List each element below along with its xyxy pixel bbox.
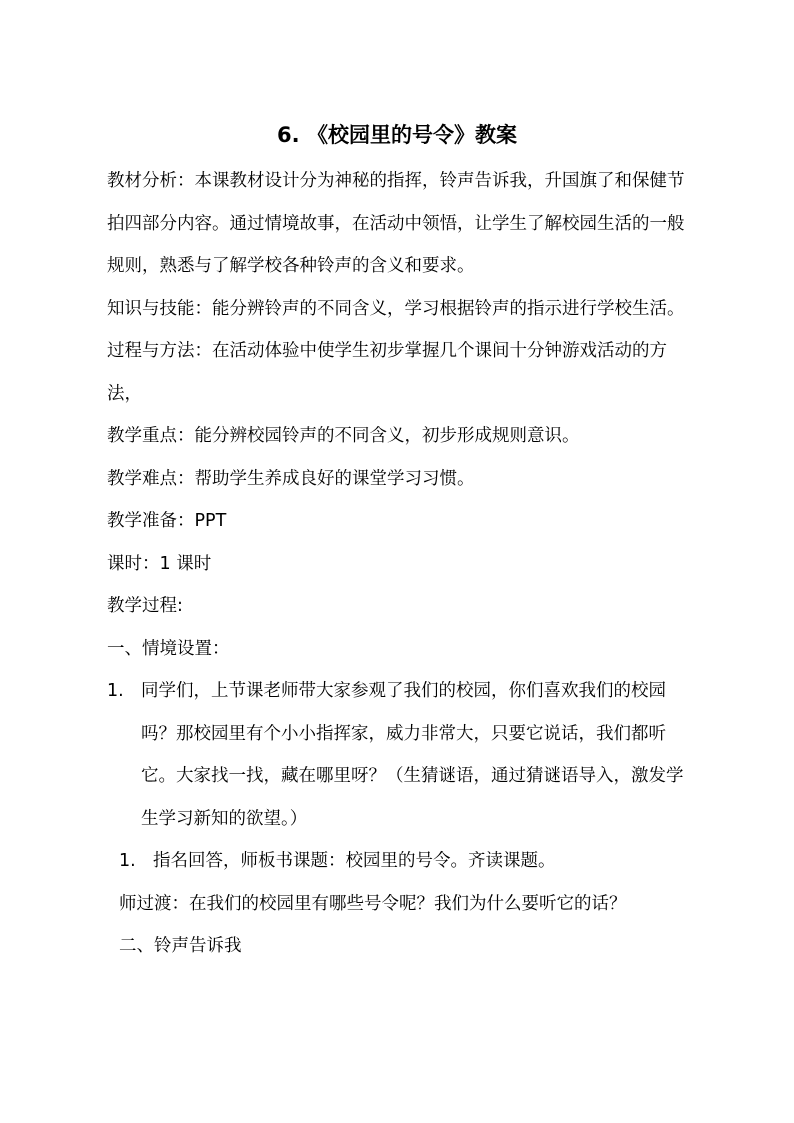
- process-heading: 教学过程:: [107, 596, 183, 616]
- section-one-heading: 一、情境设置：: [107, 638, 230, 659]
- document-body: [107, 160, 689, 968]
- list-item: [107, 670, 689, 840]
- class-hours-paragraph: 课时：1 课时: [107, 553, 212, 574]
- list-item-number: 1.: [107, 681, 124, 701]
- key-point-paragraph: 教学重点：能分辨校园铃声的不同含义，初步形成规则意识。: [107, 426, 580, 446]
- list-item: [107, 840, 689, 883]
- preparation-paragraph: 教学准备：PPT: [107, 511, 227, 531]
- page-title: 6. 《校园里的号令》教案: [277, 123, 517, 147]
- transition-paragraph: 师过渡：在我们的校园里有哪些号令呢？我们为什么要听它的话？: [119, 893, 627, 914]
- list-item-text: 指名回答，师板书课题：校园里的号令。齐读课题。: [153, 851, 556, 871]
- knowledge-skills-paragraph: 知识与技能：能分辨铃声的不同含义，学习根据铃声的指示进行学校生活。: [107, 298, 685, 319]
- list-item-number: 1.: [119, 851, 136, 871]
- section-two-heading: 二、铃声告诉我: [119, 936, 242, 956]
- materials-analysis-paragraph: 教材分析：本课教材设计分为神秘的指挥，铃声告诉我，升国旗了和保健节拍四部分内容。通过情境故事，在活动中领悟，让学生了解校园生活的一般规则，熟悉与了解学校各种铃声的含义和要求。: [107, 171, 685, 276]
- process-methods-paragraph: 过程与方法：在活动体验中使学生初步掌握几个课间十分钟游戏活动的方法，: [107, 341, 667, 404]
- difficulty-paragraph: 教学难点：帮助学生养成良好的课堂学习习惯。: [107, 468, 475, 489]
- list-item-text: 同学们，上节课老师带大家参观了我们的校园，你们喜欢我们的校园吗？那校园里有个小小指挥家，威力非常大，只要它说话，我们都听它。大家找一找，藏在哪里呀？（生猜谜语，通过猜谜语导入，激发学生学习新知的欲望。）: [141, 681, 684, 829]
